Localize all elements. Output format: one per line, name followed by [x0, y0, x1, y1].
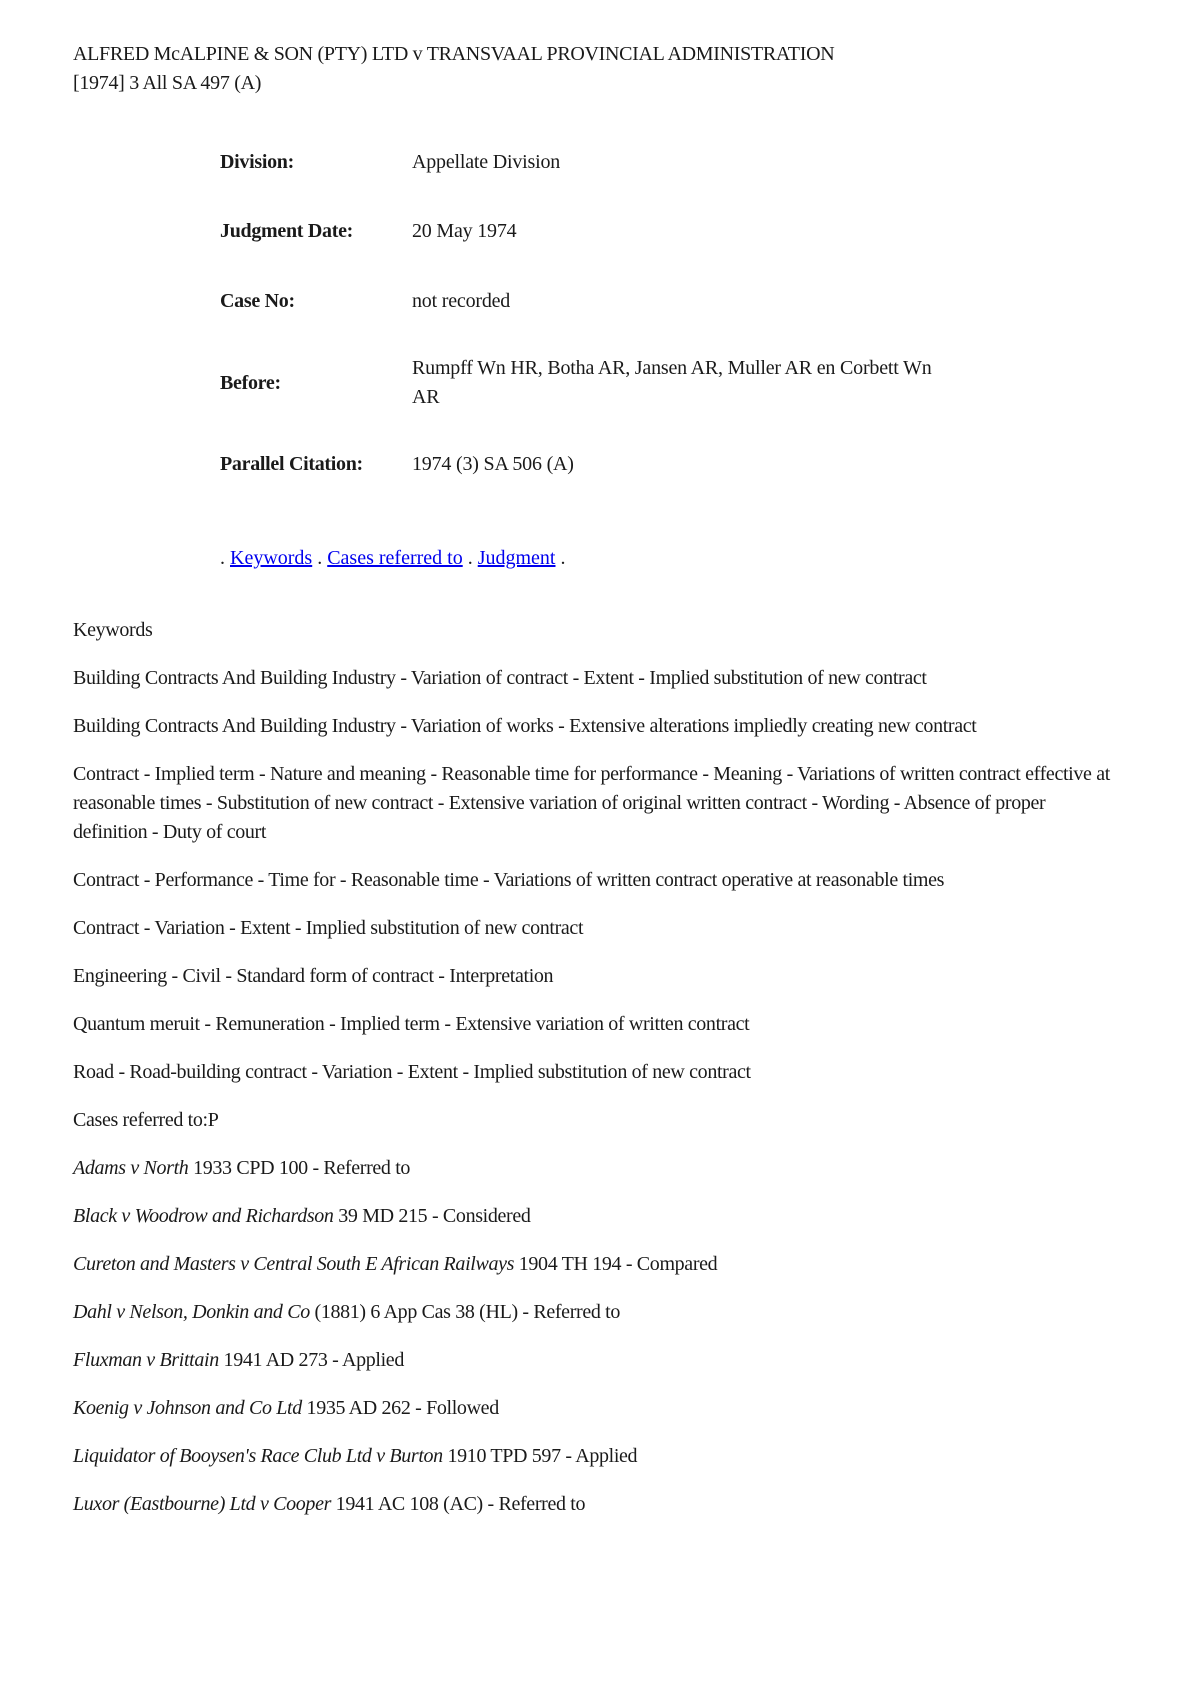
- meta-value: not recorded: [412, 290, 511, 312]
- cases-referred-heading: Cases referred to:P: [73, 1109, 219, 1131]
- case-name: Dahl v Nelson, Donkin and Co: [73, 1301, 310, 1323]
- case-citation-detail: 1941 AC 108 (AC) - Referred to: [331, 1493, 586, 1515]
- meta-label: Before:: [220, 371, 281, 394]
- keyword-item: Road - Road-building contract - Variation - Extent - Implied substitution of new contract: [73, 1061, 751, 1083]
- case-title: [73, 40, 1113, 98]
- meta-row-before: [220, 354, 980, 412]
- meta-label: Judgment Date:: [220, 220, 354, 242]
- nav-link-cases-referred-to[interactable]: Cases referred to: [327, 547, 463, 569]
- case-name: Black v Woodrow and Richardson: [73, 1205, 334, 1227]
- meta-label: Case No:: [220, 290, 295, 312]
- nav-separator: .: [317, 547, 323, 569]
- case-name: Adams v North: [73, 1157, 189, 1179]
- case-title-parties: ALFRED McALPINE & SON (PTY) LTD v TRANSVAAL PROVINCIAL ADMINISTRATION: [73, 43, 835, 65]
- case-citation: [1974] 3 All SA 497 (A): [73, 72, 262, 94]
- keyword-item: Contract - Implied term - Nature and meaning - Reasonable time for performance - Meaning - Variations of written contract effective at reasonable times - Substitution of new contract - Extensive variation of original written contract - Wording - Absence of proper definition - Duty of court: [73, 763, 1110, 843]
- document-page: [73, 40, 1113, 1515]
- case-citation-detail: 1904 TH 194 - Compared: [514, 1253, 718, 1275]
- keyword-item: Building Contracts And Building Industry - Variation of contract - Extent - Implied substitution of new contract: [73, 667, 927, 689]
- case-citation-detail: 39 MD 215 - Considered: [333, 1205, 531, 1227]
- meta-row-case-no: [220, 287, 980, 316]
- case-citation-detail: 1910 TPD 597 - Applied: [442, 1445, 638, 1467]
- keyword-item: Engineering - Civil - Standard form of contract - Interpretation: [73, 965, 554, 987]
- section-nav: [220, 547, 566, 570]
- nav-separator: .: [220, 547, 225, 569]
- nav-separator: .: [467, 547, 473, 569]
- meta-value: 1974 (3) SA 506 (A): [412, 453, 574, 475]
- case-reference: [73, 1202, 1113, 1231]
- keyword-item: Quantum meruit - Remuneration - Implied term - Extensive variation of written contract: [73, 1013, 750, 1035]
- case-name: Fluxman v Brittain: [73, 1349, 219, 1371]
- nav-link-judgment[interactable]: Judgment: [477, 547, 556, 569]
- nav-separator: .: [560, 547, 566, 569]
- case-name: Liquidator of Booysen's Race Club Ltd v Burton: [73, 1445, 443, 1467]
- case-citation-detail: 1941 AD 273 - Applied: [218, 1349, 404, 1371]
- document-body: [73, 616, 1113, 1538]
- nav-link-keywords[interactable]: Keywords: [230, 547, 313, 569]
- case-citation-detail: 1933 CPD 100 - Referred to: [188, 1157, 411, 1179]
- case-reference: [73, 1394, 1113, 1423]
- case-reference: [73, 1154, 1113, 1183]
- case-name: Koenig v Johnson and Co Ltd: [73, 1397, 302, 1419]
- case-name: Luxor (Eastbourne) Ltd v Cooper: [73, 1493, 332, 1515]
- meta-label: Division:: [220, 151, 294, 173]
- keywords-heading: Keywords: [73, 619, 153, 641]
- meta-row-division: [220, 148, 980, 177]
- case-reference: [73, 1298, 1113, 1327]
- meta-row-parallel-citation: [220, 450, 980, 479]
- meta-value: Rumpff Wn HR, Botha AR, Jansen AR, Muller AR en Corbett Wn AR: [412, 357, 932, 408]
- case-name: Cureton and Masters v Central South E African Railways: [73, 1253, 515, 1275]
- keyword-item: Contract - Variation - Extent - Implied substitution of new contract: [73, 917, 584, 939]
- case-citation-detail: 1935 AD 262 - Followed: [301, 1397, 499, 1419]
- case-reference: [73, 1490, 1113, 1519]
- meta-value: 20 May 1974: [412, 220, 517, 242]
- case-reference: [73, 1250, 1113, 1279]
- case-citation-detail: (1881) 6 App Cas 38 (HL) - Referred to: [309, 1301, 621, 1323]
- meta-row-judgment-date: [220, 217, 980, 246]
- keyword-item: Building Contracts And Building Industry - Variation of works - Extensive alterations impliedly creating new contract: [73, 715, 977, 737]
- case-reference: [73, 1346, 1113, 1375]
- keyword-item: Contract - Performance - Time for - Reasonable time - Variations of written contract operative at reasonable times: [73, 869, 945, 891]
- meta-value: Appellate Division: [412, 151, 561, 173]
- case-reference: [73, 1442, 1113, 1471]
- meta-label: Parallel Citation:: [220, 453, 363, 475]
